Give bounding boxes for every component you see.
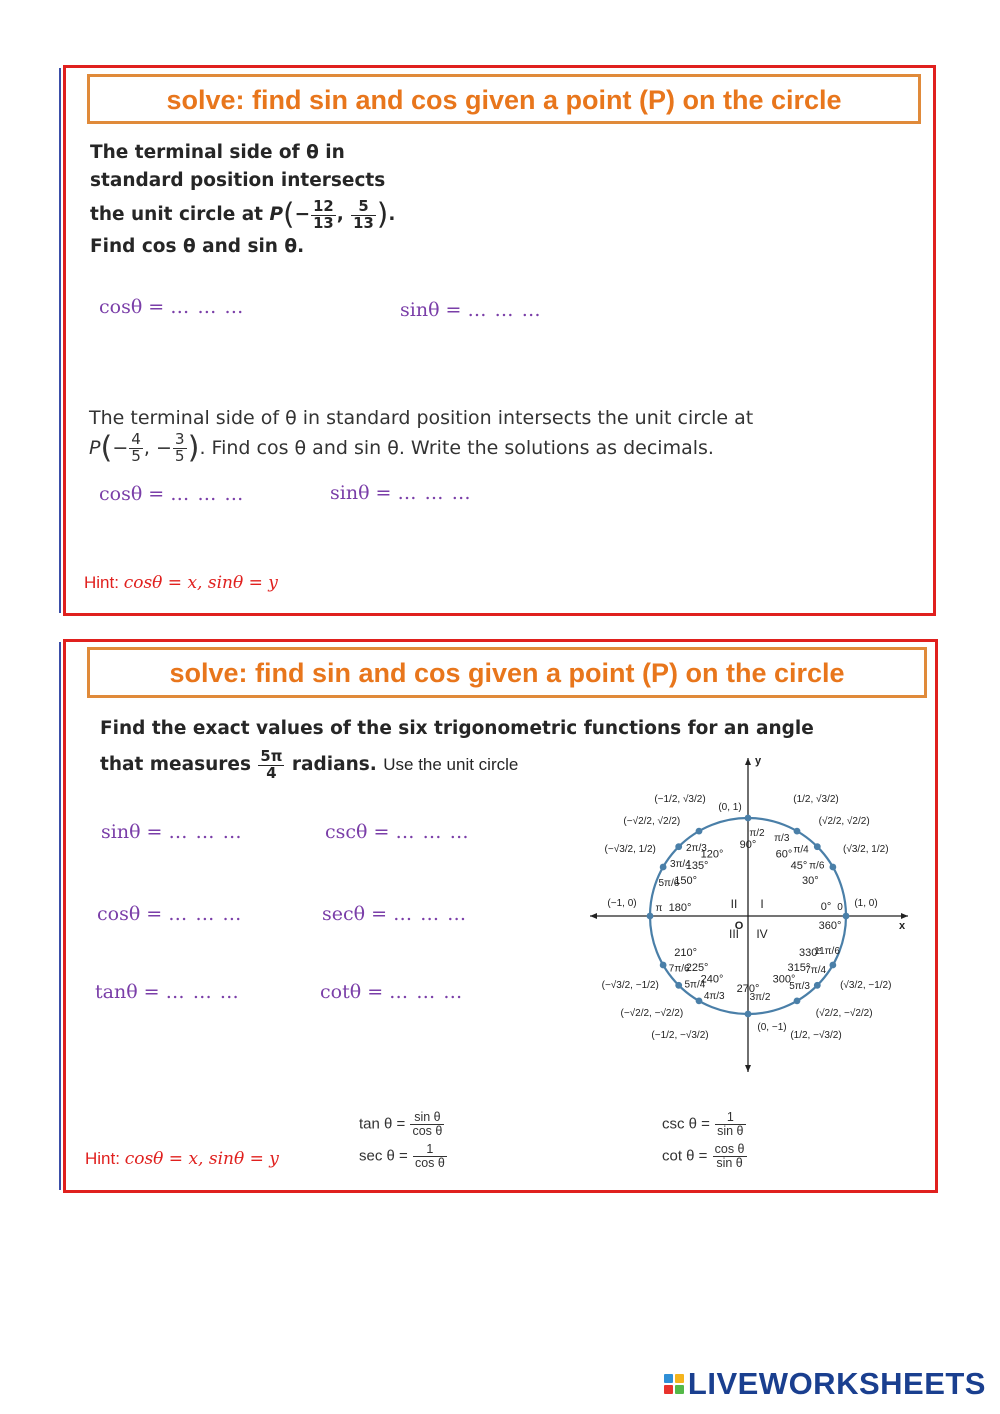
answer-2-sin[interactable]: [330, 482, 472, 504]
y-denominator: 13: [353, 214, 374, 232]
problem-1-text: [90, 139, 410, 261]
angle-denominator: 4: [266, 764, 277, 782]
y-axis-arrow-down-icon: [745, 1065, 751, 1072]
coordinate-label: (√3/2, 1/2): [843, 844, 889, 855]
formula-cot: [662, 1143, 748, 1170]
sec-lhs: sec θ =: [359, 1147, 408, 1165]
angle-point-0: [819, 898, 878, 932]
answer-cos[interactable]: [97, 903, 242, 925]
radian-label: 11π/6: [814, 945, 840, 957]
answer-2-cos[interactable]: [99, 483, 244, 505]
point-dot: [794, 997, 801, 1004]
coordinate-label: (√2/2, √2/2): [818, 815, 870, 827]
cos-label: cosθ =: [97, 903, 163, 925]
sin-blank[interactable]: … … …: [467, 299, 542, 321]
degree-label: 270°: [736, 983, 760, 995]
formula-tan: [359, 1111, 445, 1138]
y-fraction: [173, 432, 187, 465]
angle-point-90: [718, 802, 765, 851]
x-axis-arrow-icon: [901, 913, 908, 919]
angle-point-30: [802, 843, 889, 887]
tan-label: tanθ =: [95, 981, 160, 1003]
answer-1-cos[interactable]: [99, 296, 244, 318]
degree-label: 210°: [674, 947, 698, 959]
x-axis-label: x: [898, 920, 906, 932]
radian-label: 4π/3: [703, 991, 725, 1003]
radian-label: π/2: [749, 828, 765, 839]
sin-label: sinθ =: [101, 821, 163, 843]
degree-label: 315°: [787, 961, 811, 974]
coordinate-label: (−√3/2, −1/2): [601, 980, 659, 991]
degree-label: 30°: [802, 875, 819, 887]
radian-label: 3π/2: [749, 992, 771, 1003]
problem-2-text: [89, 404, 789, 465]
logo-square-4: [675, 1385, 684, 1394]
angle-point-210: [602, 947, 697, 991]
angle-numerator: 5π: [260, 748, 283, 765]
x-axis-arrow-left-icon: [590, 913, 597, 919]
point-dot: [696, 828, 703, 835]
point-dot: [814, 982, 821, 989]
problem-3-line-2-prefix: that measures: [100, 754, 251, 776]
answer-sin[interactable]: [101, 821, 243, 843]
problem-1-line-3-prefix: the unit circle at: [90, 204, 264, 226]
radian-label: 2π/3: [685, 843, 707, 855]
coordinate-label: (1/2, −√3/2): [790, 1029, 842, 1041]
logo-square-1: [664, 1374, 673, 1383]
csc-lhs: csc θ =: [662, 1115, 710, 1133]
sec-blank[interactable]: … … …: [393, 903, 468, 925]
cot-lhs: cot θ =: [662, 1147, 708, 1165]
angle-fraction: [258, 749, 284, 781]
cos-label: cosθ =: [99, 296, 165, 318]
point-dot: [745, 1011, 752, 1018]
problem-1-line-2: standard position intersects: [90, 170, 386, 191]
coordinate-label: (−√3/2, 1/2): [604, 844, 656, 855]
x-sign: −: [294, 204, 311, 226]
answer-1-sin[interactable]: [400, 299, 542, 321]
y-fraction: [351, 199, 376, 231]
quadrant-label: IV: [756, 927, 768, 941]
y-axis-arrow-icon: [745, 758, 751, 765]
sin-label: sinθ =: [330, 482, 392, 504]
cot-label: cotθ =: [320, 981, 384, 1003]
radian-label: π: [655, 903, 663, 914]
degree-label: 90°: [739, 839, 757, 851]
section-1-title: solve: find sin and cos given a point (P) on the circle: [87, 74, 921, 124]
unit-circle-note: Use the unit circle: [383, 755, 519, 775]
hint-prefix: Hint:: [84, 573, 124, 592]
x-fraction: [129, 432, 143, 465]
formula-csc: [662, 1111, 747, 1138]
point-dot: [745, 815, 752, 822]
cos-blank[interactable]: … … …: [168, 903, 243, 925]
point-dot: [660, 864, 667, 871]
cot-denominator: sin θ: [716, 1156, 743, 1171]
cot-numerator: cos θ: [714, 1142, 745, 1156]
radian-label: π/4: [793, 844, 809, 856]
problem-2-line-2: P(− $\frac{4}{5}$ , − $\frac{3}{5}$ ). Find cos θ and sin θ. Write the solutions as decimals.: [89, 430, 714, 466]
origin-label: O: [734, 920, 744, 932]
degree-label: 150°: [674, 875, 698, 887]
degree-label: 360°: [818, 920, 842, 932]
radian-label: 5π/3: [789, 980, 811, 992]
csc-numerator: 1: [715, 1111, 745, 1125]
problem-1-line-4: Find cos θ and sin θ.: [90, 236, 305, 258]
formula-sec: [359, 1143, 448, 1170]
x-fraction: [311, 199, 336, 231]
paren-open: (: [100, 430, 113, 466]
degree-label: 120°: [700, 848, 724, 861]
angle-points: [602, 793, 892, 1041]
degree-label: 180°: [668, 902, 692, 914]
quadrant-label: I: [760, 897, 764, 911]
logo-mark-icon: [664, 1374, 684, 1394]
point-label: P: [269, 204, 284, 226]
paren-close: ): [187, 430, 200, 466]
point-dot: [829, 864, 836, 871]
coordinate-label: (−1/2, √3/2): [654, 794, 706, 806]
sin-blank[interactable]: … … …: [397, 482, 472, 504]
degree-label: 0°: [820, 901, 832, 913]
coordinate-label: (√3/2, −1/2): [840, 980, 892, 991]
cos-blank[interactable]: … … …: [170, 483, 245, 505]
logo-square-3: [664, 1385, 673, 1394]
cos-label: cosθ =: [99, 483, 165, 505]
sin-blank[interactable]: … … …: [168, 821, 243, 843]
problem-1-line-3: the unit circle at P(− $\frac{12}{13}$ , $\frac{5}{13}$ ).: [90, 197, 396, 232]
coordinate-label: (1/2, √3/2): [793, 794, 839, 806]
tan-lhs: tan θ =: [359, 1115, 406, 1133]
point-label: P: [89, 436, 101, 459]
hint-math: cosθ = x, sinθ = y: [124, 1149, 279, 1169]
radian-label: 0: [837, 902, 843, 913]
coordinate-label: (−1, 0): [607, 898, 637, 909]
point-dot: [794, 828, 801, 835]
answer-tan[interactable]: [95, 981, 240, 1003]
problem-1-line-1: The terminal side of θ in: [90, 142, 345, 163]
hint-math: cosθ = x, sinθ = y: [123, 573, 278, 593]
margin-line: [59, 68, 61, 613]
tan-blank[interactable]: … … …: [165, 981, 240, 1003]
sec-numerator: 1: [413, 1143, 447, 1157]
tan-fraction: [410, 1111, 444, 1138]
sin-label: sinθ =: [400, 299, 462, 321]
problem-2-line-1: The terminal side of θ in standard position intersects the unit circle at: [89, 407, 754, 429]
section-2-title: solve: find sin and cos given a point (P) on the circle: [87, 647, 927, 698]
degree-label: 45°: [790, 860, 808, 873]
x-numerator: 12: [313, 198, 334, 215]
csc-label: cscθ =: [325, 821, 390, 843]
sec-fraction: [413, 1143, 447, 1170]
coordinate-label: (−1/2, −√3/2): [651, 1029, 709, 1041]
liveworksheets-logo: [664, 1366, 986, 1402]
y-denominator: 5: [174, 446, 185, 465]
x-denominator: 13: [313, 214, 334, 232]
hint-1: [84, 573, 278, 593]
tan-denominator: cos θ: [412, 1124, 443, 1139]
radian-label: π/3: [774, 832, 790, 844]
radian-label: 7π/4: [805, 965, 827, 977]
coordinate-label: (0, 1): [718, 802, 742, 813]
point-dot: [696, 997, 703, 1004]
problem-3-line-1: Find the exact values of the six trigonometric functions for an angle: [100, 718, 814, 739]
unit-circle-diagram: [580, 750, 920, 1080]
degree-label: 330°: [798, 947, 822, 959]
quadrant-label: III: [728, 927, 740, 941]
degree-label: 225°: [685, 961, 709, 974]
sec-label: secθ =: [322, 903, 388, 925]
radian-label: π/6: [809, 860, 825, 872]
y-axis-label: y: [754, 755, 762, 767]
csc-denominator: sin θ: [717, 1124, 744, 1139]
answer-cot[interactable]: [320, 981, 463, 1003]
point-dot: [843, 913, 850, 920]
coordinate-label: (−√2/2, √2/2): [623, 815, 681, 827]
degree-label: 135°: [685, 860, 709, 873]
hint-2: [85, 1149, 279, 1169]
point-dot: [675, 982, 682, 989]
point-dot: [647, 913, 654, 920]
point-dot: [675, 843, 682, 850]
problem-2-line-2-suffix: . Find cos θ and sin θ. Write the solutions as decimals.: [199, 436, 714, 459]
sec-denominator: cos θ: [414, 1156, 445, 1171]
coordinate-label: (−√2/2, −√2/2): [620, 1008, 684, 1020]
point-dot: [829, 962, 836, 969]
y-numerator: 3: [174, 430, 185, 448]
problem-3-line-2-suffix: radians.: [291, 754, 377, 776]
point-dot: [660, 962, 667, 969]
radian-label: 5π/6: [658, 878, 680, 890]
y-numerator: 5: [351, 199, 376, 216]
radian-label: 3π/4: [669, 858, 691, 870]
coordinate-label: (0, −1): [757, 1022, 787, 1033]
answer-csc[interactable]: [325, 821, 470, 843]
degree-label: 300°: [772, 973, 796, 986]
point-dot: [814, 843, 821, 850]
coordinate-label: (√2/2, −√2/2): [815, 1008, 873, 1020]
answer-sec[interactable]: [322, 903, 467, 925]
paren-open: (: [283, 197, 295, 232]
paren-close: ): [376, 197, 389, 232]
coordinate-label: (1, 0): [854, 898, 878, 909]
hint-prefix: Hint:: [85, 1149, 125, 1168]
margin-line: [59, 642, 61, 1190]
degree-label: 60°: [775, 848, 793, 861]
x-denominator: 5: [131, 446, 141, 465]
cot-blank[interactable]: … … …: [389, 981, 464, 1003]
degree-label: 240°: [700, 973, 724, 986]
angle-point-120: [654, 793, 723, 860]
quadrant-label: II: [730, 897, 738, 911]
csc-fraction: [715, 1111, 745, 1138]
tan-numerator: sin θ: [410, 1111, 444, 1125]
csc-blank[interactable]: … … …: [395, 821, 470, 843]
logo-square-2: [675, 1374, 684, 1383]
cos-blank[interactable]: … … …: [170, 296, 245, 318]
radian-label: 7π/6: [668, 963, 690, 975]
axes: [590, 755, 908, 1072]
logo-text: LIVEWORKSHEETS: [687, 1366, 986, 1401]
cot-fraction: [713, 1143, 747, 1170]
x-numerator: 4: [131, 430, 141, 448]
radian-label: 5π/4: [684, 979, 706, 991]
